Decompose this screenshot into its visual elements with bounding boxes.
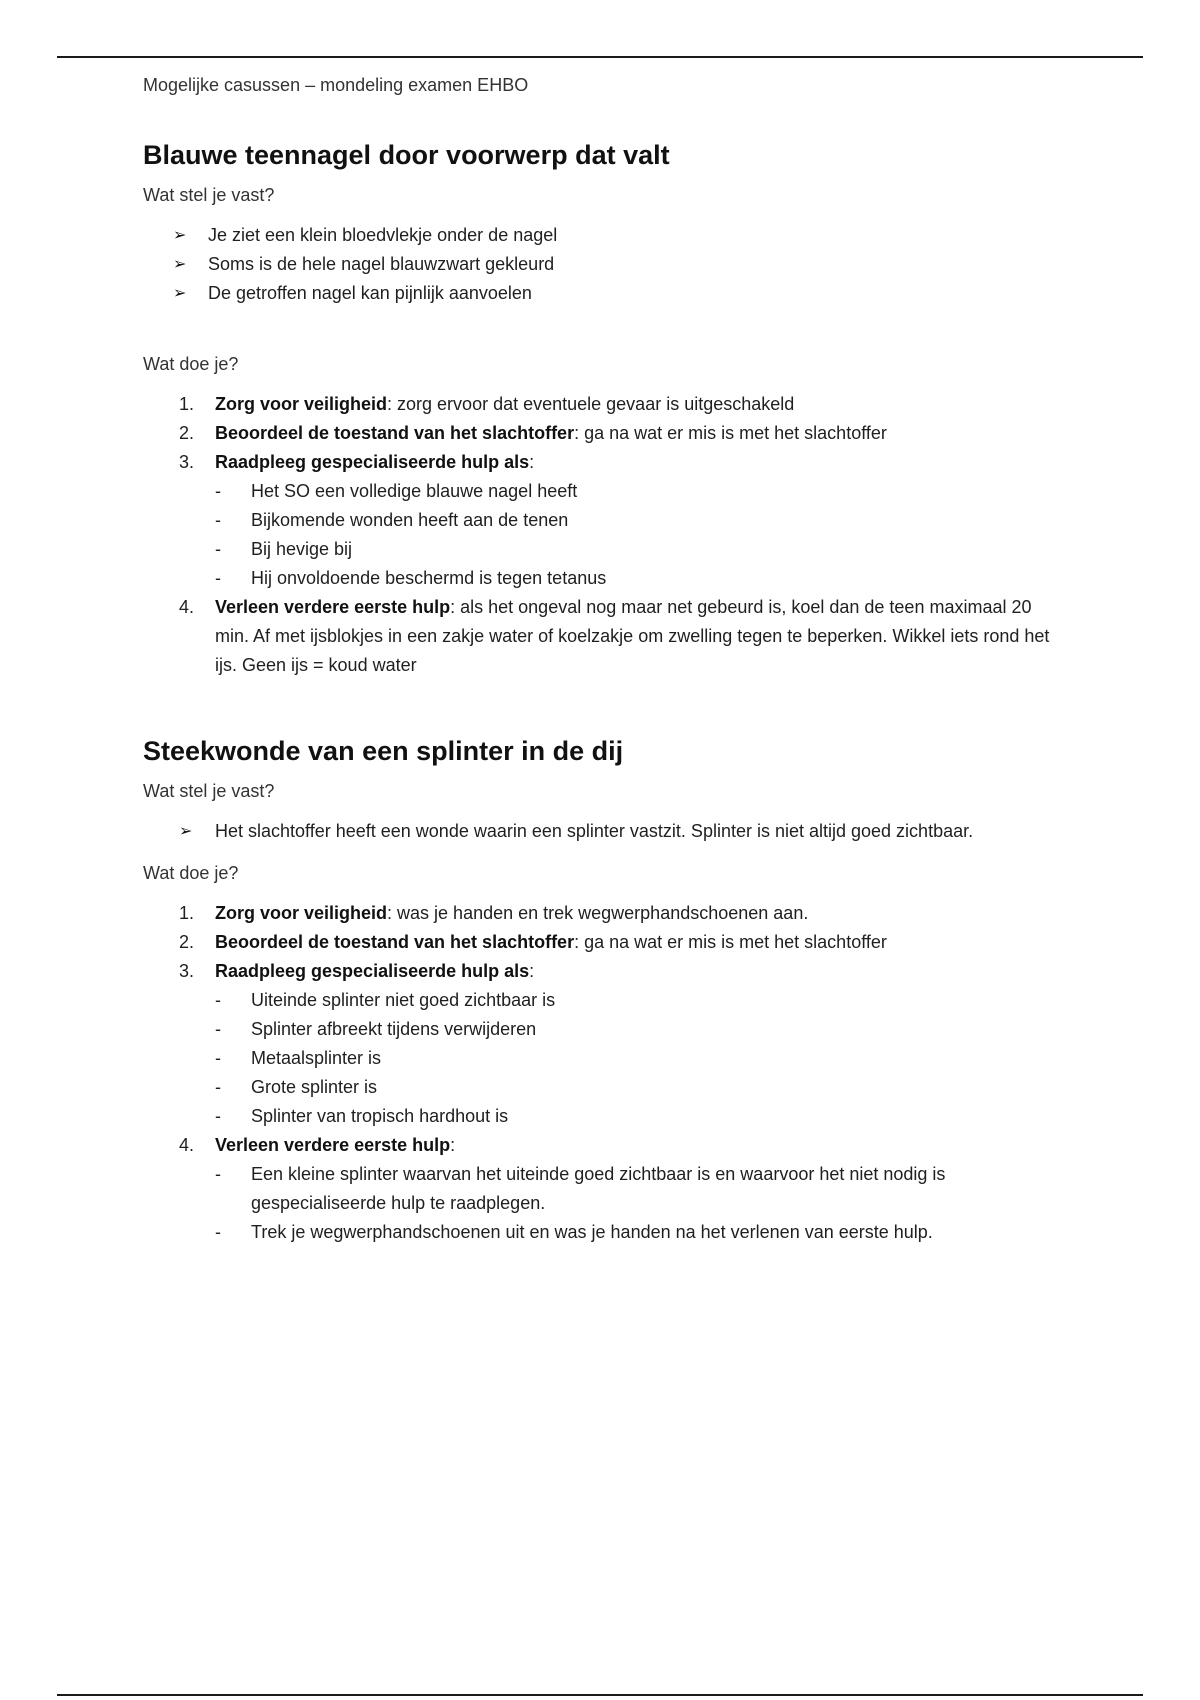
step-item: 1. Zorg voor veiligheid: zorg ervoor dat eventuele gevaar is uitgeschakeld [179, 394, 795, 414]
sub-item: - Trek je wegwerphandschoenen uit en was je handen na het verlenen van eerste hulp. [215, 1222, 933, 1242]
observation-item: ➢ Soms is de hele nagel blauwzwart gekleurd [143, 250, 1063, 279]
case-section-2 [143, 738, 1063, 1247]
arrow-bullet-icon: ➢ [173, 285, 187, 302]
sub-item-list [215, 986, 1063, 1131]
sub-item: - Uiteinde splinter niet goed zichtbaar is [215, 990, 556, 1010]
sub-item: - Splinter afbreekt tijdens verwijderen [215, 1019, 537, 1039]
observation-list [143, 817, 1063, 846]
action-label: Wat doe je? [143, 354, 239, 374]
sub-item: - Een kleine splinter waarvan het uiteinde goed zichtbaar is en waarvoor het niet nodig is gespecialiseerde hulp te raadplegen. [215, 1164, 946, 1213]
top-rule [57, 56, 1143, 58]
observe-label: Wat stel je vast? [143, 781, 275, 801]
step-list [143, 390, 1063, 680]
sub-item: - Splinter van tropisch hardhout is [215, 1106, 509, 1126]
arrow-bullet-icon: ➢ [173, 227, 187, 244]
step-item: 1. Zorg voor veiligheid: was je handen en trek wegwerphandschoenen aan. [179, 903, 809, 923]
observation-item: ➢ De getroffen nagel kan pijnlijk aanvoelen [143, 279, 1063, 308]
observation-item: ➢ Het slachtoffer heeft een wonde waarin een splinter vastzit. Splinter is niet altijd goed zichtbaar. [143, 817, 1063, 846]
sub-item-list [215, 477, 1063, 593]
observe-label: Wat stel je vast? [143, 185, 275, 205]
page-header: Mogelijke casussen – mondeling examen EHBO [143, 75, 529, 95]
arrow-bullet-icon: ➢ [179, 823, 193, 840]
step-item: 4. Verleen verdere eerste hulp: als het ongeval nog maar net gebeurd is, koel dan de teen maximaal 20 min. Af met ijsblokjes in een zakje water of koelzakje om zwelling tegen te beperken. Wikkel iets rond het ijs. Geen ijs = koud water [179, 597, 1050, 675]
step-list [143, 899, 1063, 1247]
observation-item: ➢ Je ziet een klein bloedvlekje onder de nagel [143, 221, 1063, 250]
step-item: 2. Beoordeel de toestand van het slachtoffer: ga na wat er mis is met het slachtoffer [179, 932, 887, 952]
bottom-rule [57, 1694, 1143, 1696]
step-item: 3. Raadpleeg gespecialiseerde hulp als: - Het SO een volledige blauwe nagel heeft - Bijkomende wonden heeft aan de tenen - Bij hevige bij - Hij onvoldoende beschermd is tegen tetanus [143, 448, 1063, 593]
sub-item-list [215, 1160, 1063, 1247]
document-page [143, 72, 1063, 1247]
sub-item: - Grote splinter is [215, 1077, 378, 1097]
step-item: 2. Beoordeel de toestand van het slachtoffer: ga na wat er mis is met het slachtoffer [179, 423, 887, 443]
action-label: Wat doe je? [143, 863, 239, 883]
section-title: Steekwonde van een splinter in de dij [143, 736, 624, 766]
sub-item: - Metaalsplinter is [215, 1048, 382, 1068]
section-title: Blauwe teennagel door voorwerp dat valt [143, 140, 670, 170]
sub-item: - Het SO een volledige blauwe nagel heeft [215, 481, 578, 501]
sub-item: - Bij hevige bij [215, 539, 353, 559]
sub-item: - Bijkomende wonden heeft aan de tenen [215, 510, 569, 530]
sub-item: - Hij onvoldoende beschermd is tegen tetanus [215, 568, 607, 588]
arrow-bullet-icon: ➢ [173, 256, 187, 273]
step-item: 3. Raadpleeg gespecialiseerde hulp als: - Uiteinde splinter niet goed zichtbaar is - Splinter afbreekt tijdens verwijderen - Metaalsplinter is - Grote splinter is - Splinter van tropisch hardhout is [143, 957, 1063, 1131]
step-item: 4. Verleen verdere eerste hulp: - Een kleine splinter waarvan het uiteinde goed zichtbaar is en waarvoor het niet nodig is gespecialiseerde hulp te raadplegen. - Trek je wegwerphandschoenen uit en was je handen na het verlenen van eerste hulp. [143, 1131, 1063, 1247]
case-section-1 [143, 142, 1063, 680]
observation-list [143, 221, 1063, 308]
